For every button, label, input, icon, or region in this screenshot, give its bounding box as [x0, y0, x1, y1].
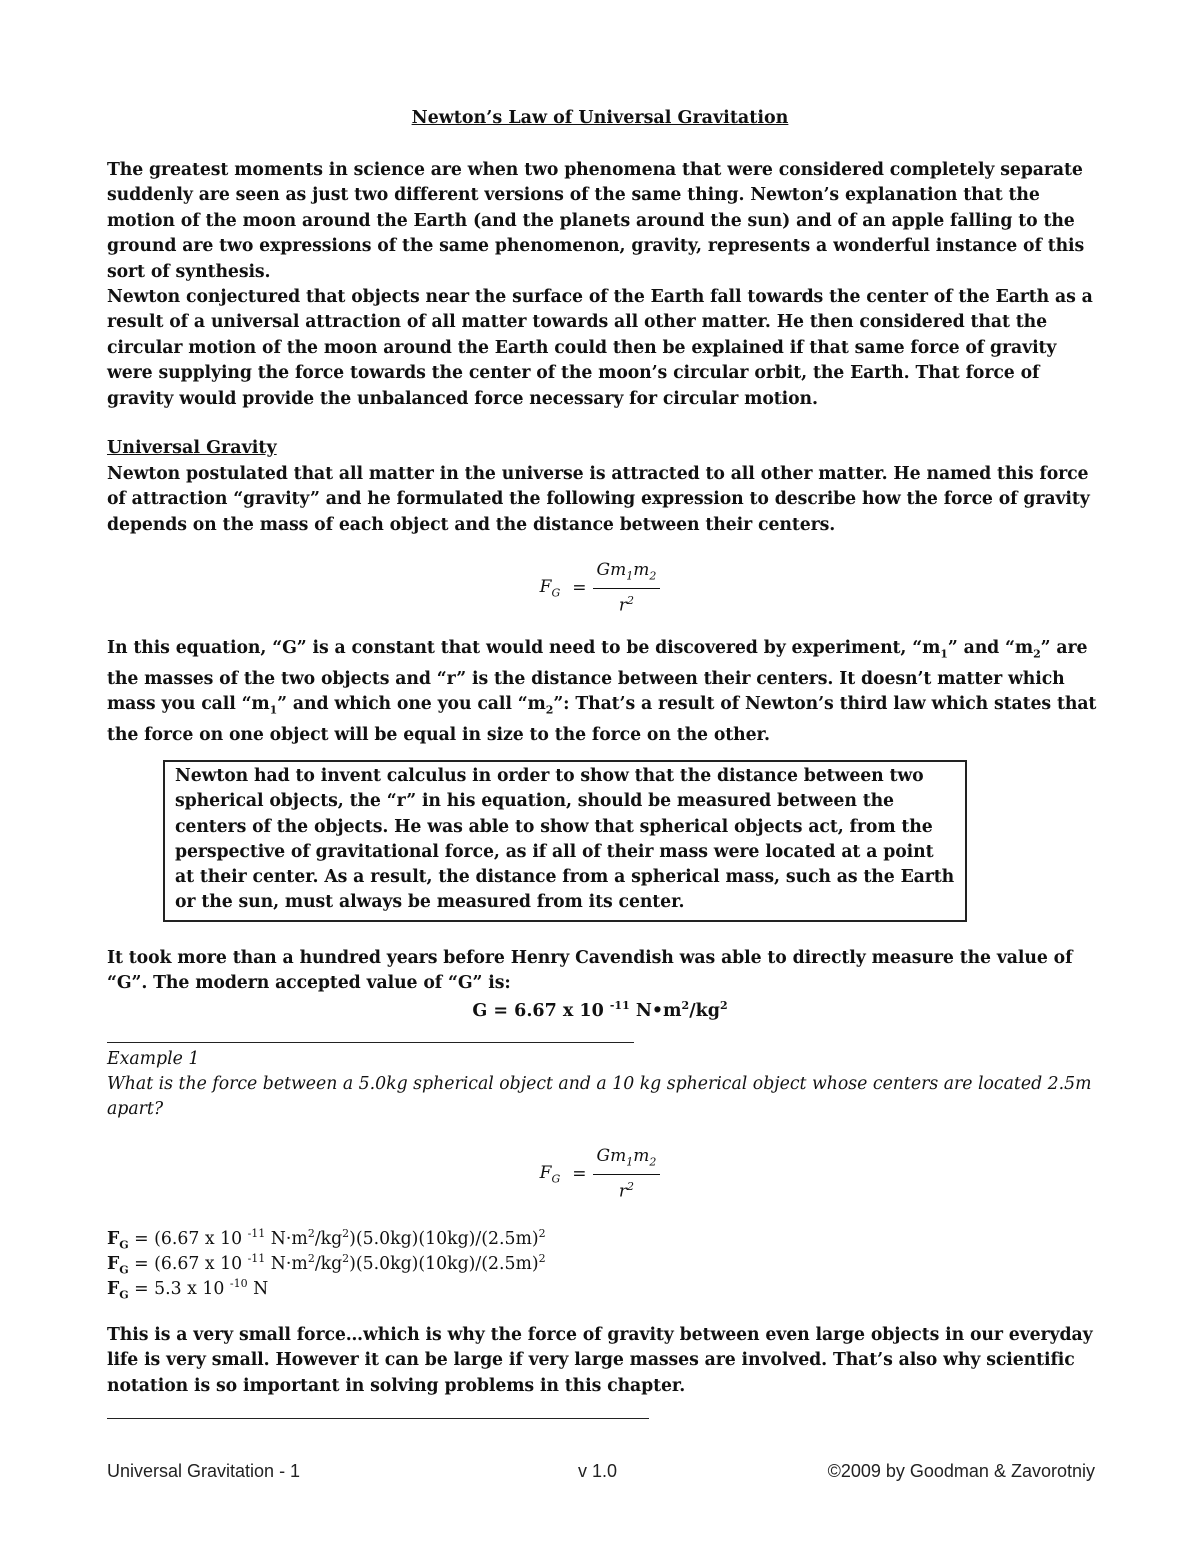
cavendish-paragraph: It took more than a hundred years before Henry Cavendish was able to directly measure the value of “G”. The modern accepted value of “G” is:: [107, 948, 1073, 994]
g-value: [0, 999, 1200, 1021]
page-title: Newton’s Law of Universal Gravitation: [411, 108, 789, 128]
section-paragraph-1: Newton postulated that all matter in the universe is attracted to all other matter. He named this force of attraction “gravity” and he formulated the following expression to describe how the force of gravity depends on the mass of each object and the distance between their centers.: [107, 464, 1090, 535]
calc2-c: /kg: [314, 1253, 343, 1274]
example-question: What is the force between a 5.0kg spherical object and a 10 kg spherical object whose centers are located 2.5m apart?: [107, 1074, 1092, 1120]
intro-paragraph-1: The greatest moments in science are when two phenomena that were considered completely separate suddenly are seen as just two different versions of the same thing. Newton’s explanation that the motion of the moon around the Earth (and the planets around the sun) and of an apple falling to the ground are two expressions of the same phenomenon, gravity, represents a wonderful instance of this sort of synthesis.: [107, 160, 1085, 282]
eq2-num-m2: m: [633, 1146, 650, 1166]
g-exp: -11: [609, 999, 630, 1012]
p2-b: ” and “m: [947, 638, 1034, 658]
g-prefix: G = 6.67 x 10: [472, 1000, 610, 1021]
g-unit-b: /kg: [689, 1000, 720, 1021]
calculus-note-box: [163, 760, 967, 922]
calc-result: [107, 1272, 268, 1308]
gravitation-equation: [0, 560, 1200, 616]
eq-lhs: F: [539, 576, 552, 597]
eq-fraction: [593, 560, 661, 616]
p2-sub2b: 2: [545, 703, 554, 717]
calc2-b: N·m: [265, 1253, 308, 1274]
calc1-s1: 2: [307, 1227, 315, 1240]
eq-den-sup: 2: [626, 594, 634, 608]
eq-numerator: Gm: [596, 560, 627, 580]
footer-center: v 1.0: [578, 1461, 618, 1481]
calculus-note-text: Newton had to invent calculus in order to show that the distance between two spherical objects, the “r” in his equation, should be measured between the centers of the objects. He was able to show that spherical objects act, from the perspective of gravitational force, as if all of their mass were located at a point at their center. As a result, the distance from a spherical mass, such as the Earth or the sun, must always be measured from its center.: [175, 766, 955, 913]
result-a: = 5.3 x 10: [128, 1278, 230, 1299]
p2-sub1b: 1: [269, 703, 278, 717]
result-sub: G: [119, 1288, 129, 1302]
eq2-equals: =: [572, 1164, 587, 1185]
eq2-fraction: [593, 1146, 661, 1202]
eq-num-m2: m: [633, 560, 650, 580]
calc2-d: )(5.0kg)(10kg)/(2.5m): [349, 1253, 539, 1274]
p2-c: ” are the masses of the two objects and “r” is the distance between their centers. It doesn’t matter which mass you call “m: [107, 638, 1088, 715]
calc1-s3: 2: [538, 1227, 546, 1240]
calc2-s3: 2: [538, 1252, 546, 1265]
eq2-lhs-sub: G: [551, 1172, 561, 1186]
footer-right: ©2009 by Goodman & Zavorotniy: [827, 1461, 1095, 1481]
p2-e: ”: That’s a result of Newton’s third law which states that the force on one object will be equal in size to the force on the other.: [107, 694, 1097, 746]
p2-sub1: 1: [940, 647, 948, 661]
p2-sub2: 2: [1033, 647, 1041, 661]
calc2-a: = (6.67 x 10: [128, 1253, 248, 1274]
eq-denominator: r: [618, 596, 627, 617]
calc2-s1: 2: [307, 1252, 315, 1265]
g-sq1: 2: [681, 999, 690, 1012]
result-exp: -10: [229, 1277, 248, 1290]
eq-lhs-sub: G: [551, 586, 561, 600]
eq2-numerator: Gm: [596, 1146, 627, 1166]
section-heading: Universal Gravity: [107, 438, 277, 458]
calc2-lhs: F: [107, 1253, 120, 1274]
p2-a: In this equation, “G” is a constant that would need to be discovered by experiment, “m: [107, 638, 941, 658]
g-sq2: 2: [719, 999, 728, 1012]
p2-d: ” and which one you call “m: [277, 694, 546, 715]
calc2-sub: G: [119, 1263, 129, 1277]
eq-num-sub2: 2: [649, 569, 657, 583]
footer-left: Universal Gravitation - 1: [107, 1461, 301, 1481]
eq2-den-sup: 2: [626, 1180, 634, 1194]
calc2-exp: -11: [247, 1252, 266, 1265]
calc1-sub: G: [119, 1238, 129, 1252]
eq2-num-sub1: 1: [626, 1155, 634, 1169]
closing-paragraph: This is a very small force…which is why the force of gravity between even large objects in our everyday life is very small. However it can be large if very large masses are involved. That’s also why scientific notation is so important in solving problems in this chapter.: [107, 1325, 1093, 1396]
calc1-a: = (6.67 x 10: [128, 1228, 248, 1249]
calc1-d: )(5.0kg)(10kg)/(2.5m): [349, 1228, 539, 1249]
eq-num-sub1: 1: [626, 569, 634, 583]
g-unit-a: N•m: [629, 1000, 682, 1021]
divider-bottom: [107, 1418, 649, 1419]
eq2-denominator: r: [618, 1182, 627, 1203]
section-paragraph-2: [107, 636, 1097, 749]
calc1-b: N·m: [265, 1228, 308, 1249]
example-label: Example 1: [107, 1049, 200, 1069]
eq2-lhs: F: [539, 1162, 552, 1183]
calc1-exp: -11: [247, 1227, 266, 1240]
eq-equals: =: [572, 578, 587, 599]
example-equation: [0, 1146, 1200, 1202]
intro-paragraph-2: Newton conjectured that objects near the surface of the Earth fall towards the center of the Earth as a result of a universal attraction of all matter towards all other matter. He then considered that the circular motion of the moon around the Earth could then be explained if that same force of gravity were supplying the force towards the center of the moon’s circular orbit, the Earth. That force of gravity would provide the unbalanced force necessary for circular motion.: [107, 287, 1093, 409]
calc1-s2: 2: [342, 1227, 350, 1240]
calc2-s2: 2: [342, 1252, 350, 1265]
eq2-num-sub2: 2: [649, 1155, 657, 1169]
calc1-lhs: F: [107, 1228, 120, 1249]
calc1-c: /kg: [314, 1228, 343, 1249]
divider-top: [107, 1042, 634, 1043]
result-b: N: [247, 1278, 269, 1299]
result-lhs: F: [107, 1278, 120, 1299]
